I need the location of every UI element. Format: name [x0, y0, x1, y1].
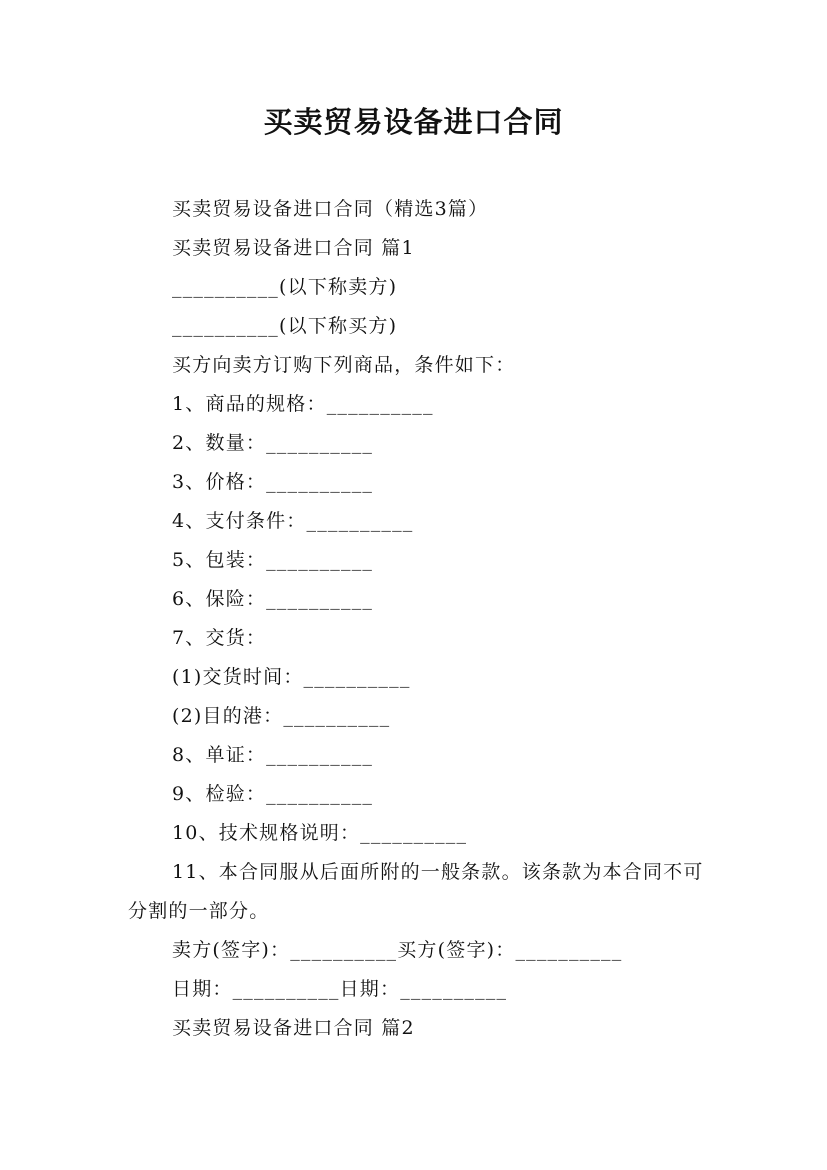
date-line: 日期：__________日期：__________: [172, 978, 508, 1000]
clause-quantity: 2、数量：__________: [172, 432, 374, 454]
clause-delivery-time: (1)交货时间：__________: [172, 666, 411, 688]
clause-general-terms: 11、本合同服从后面所附的一般条款。该条款为本合同不可分割的一部分。: [128, 861, 704, 922]
document-title: 买卖贸易设备进口合同: [263, 105, 564, 139]
signature-line: 卖方(签字)：__________买方(签字)：__________: [172, 939, 623, 961]
clause-inspection: 9、检验：__________: [172, 783, 374, 805]
subtitle-line: 买卖贸易设备进口合同（精选3篇）: [172, 198, 489, 220]
seller-line: __________(以下称卖方): [172, 276, 398, 298]
clause-technical-spec: 10、技术规格说明：__________: [172, 822, 468, 844]
clause-price: 3、价格：__________: [172, 471, 374, 493]
clause-specification: 1、商品的规格：__________: [172, 393, 434, 415]
clause-payment: 4、支付条件：__________: [172, 510, 414, 532]
clause-insurance: 6、保险：__________: [172, 588, 374, 610]
intro-line: 买方向卖方订购下列商品，条件如下：: [172, 354, 516, 376]
buyer-line: __________(以下称买方): [172, 315, 398, 337]
section-heading-2: 买卖贸易设备进口合同 篇2: [172, 1017, 415, 1039]
clause-destination-port: (2)目的港：__________: [172, 705, 391, 727]
clause-packaging: 5、包装：__________: [172, 549, 374, 571]
document-body: [128, 190, 708, 1048]
clause-delivery: 7、交货：: [172, 627, 267, 649]
clause-documents: 8、单证：__________: [172, 744, 374, 766]
section-heading-1: 买卖贸易设备进口合同 篇1: [172, 237, 415, 259]
